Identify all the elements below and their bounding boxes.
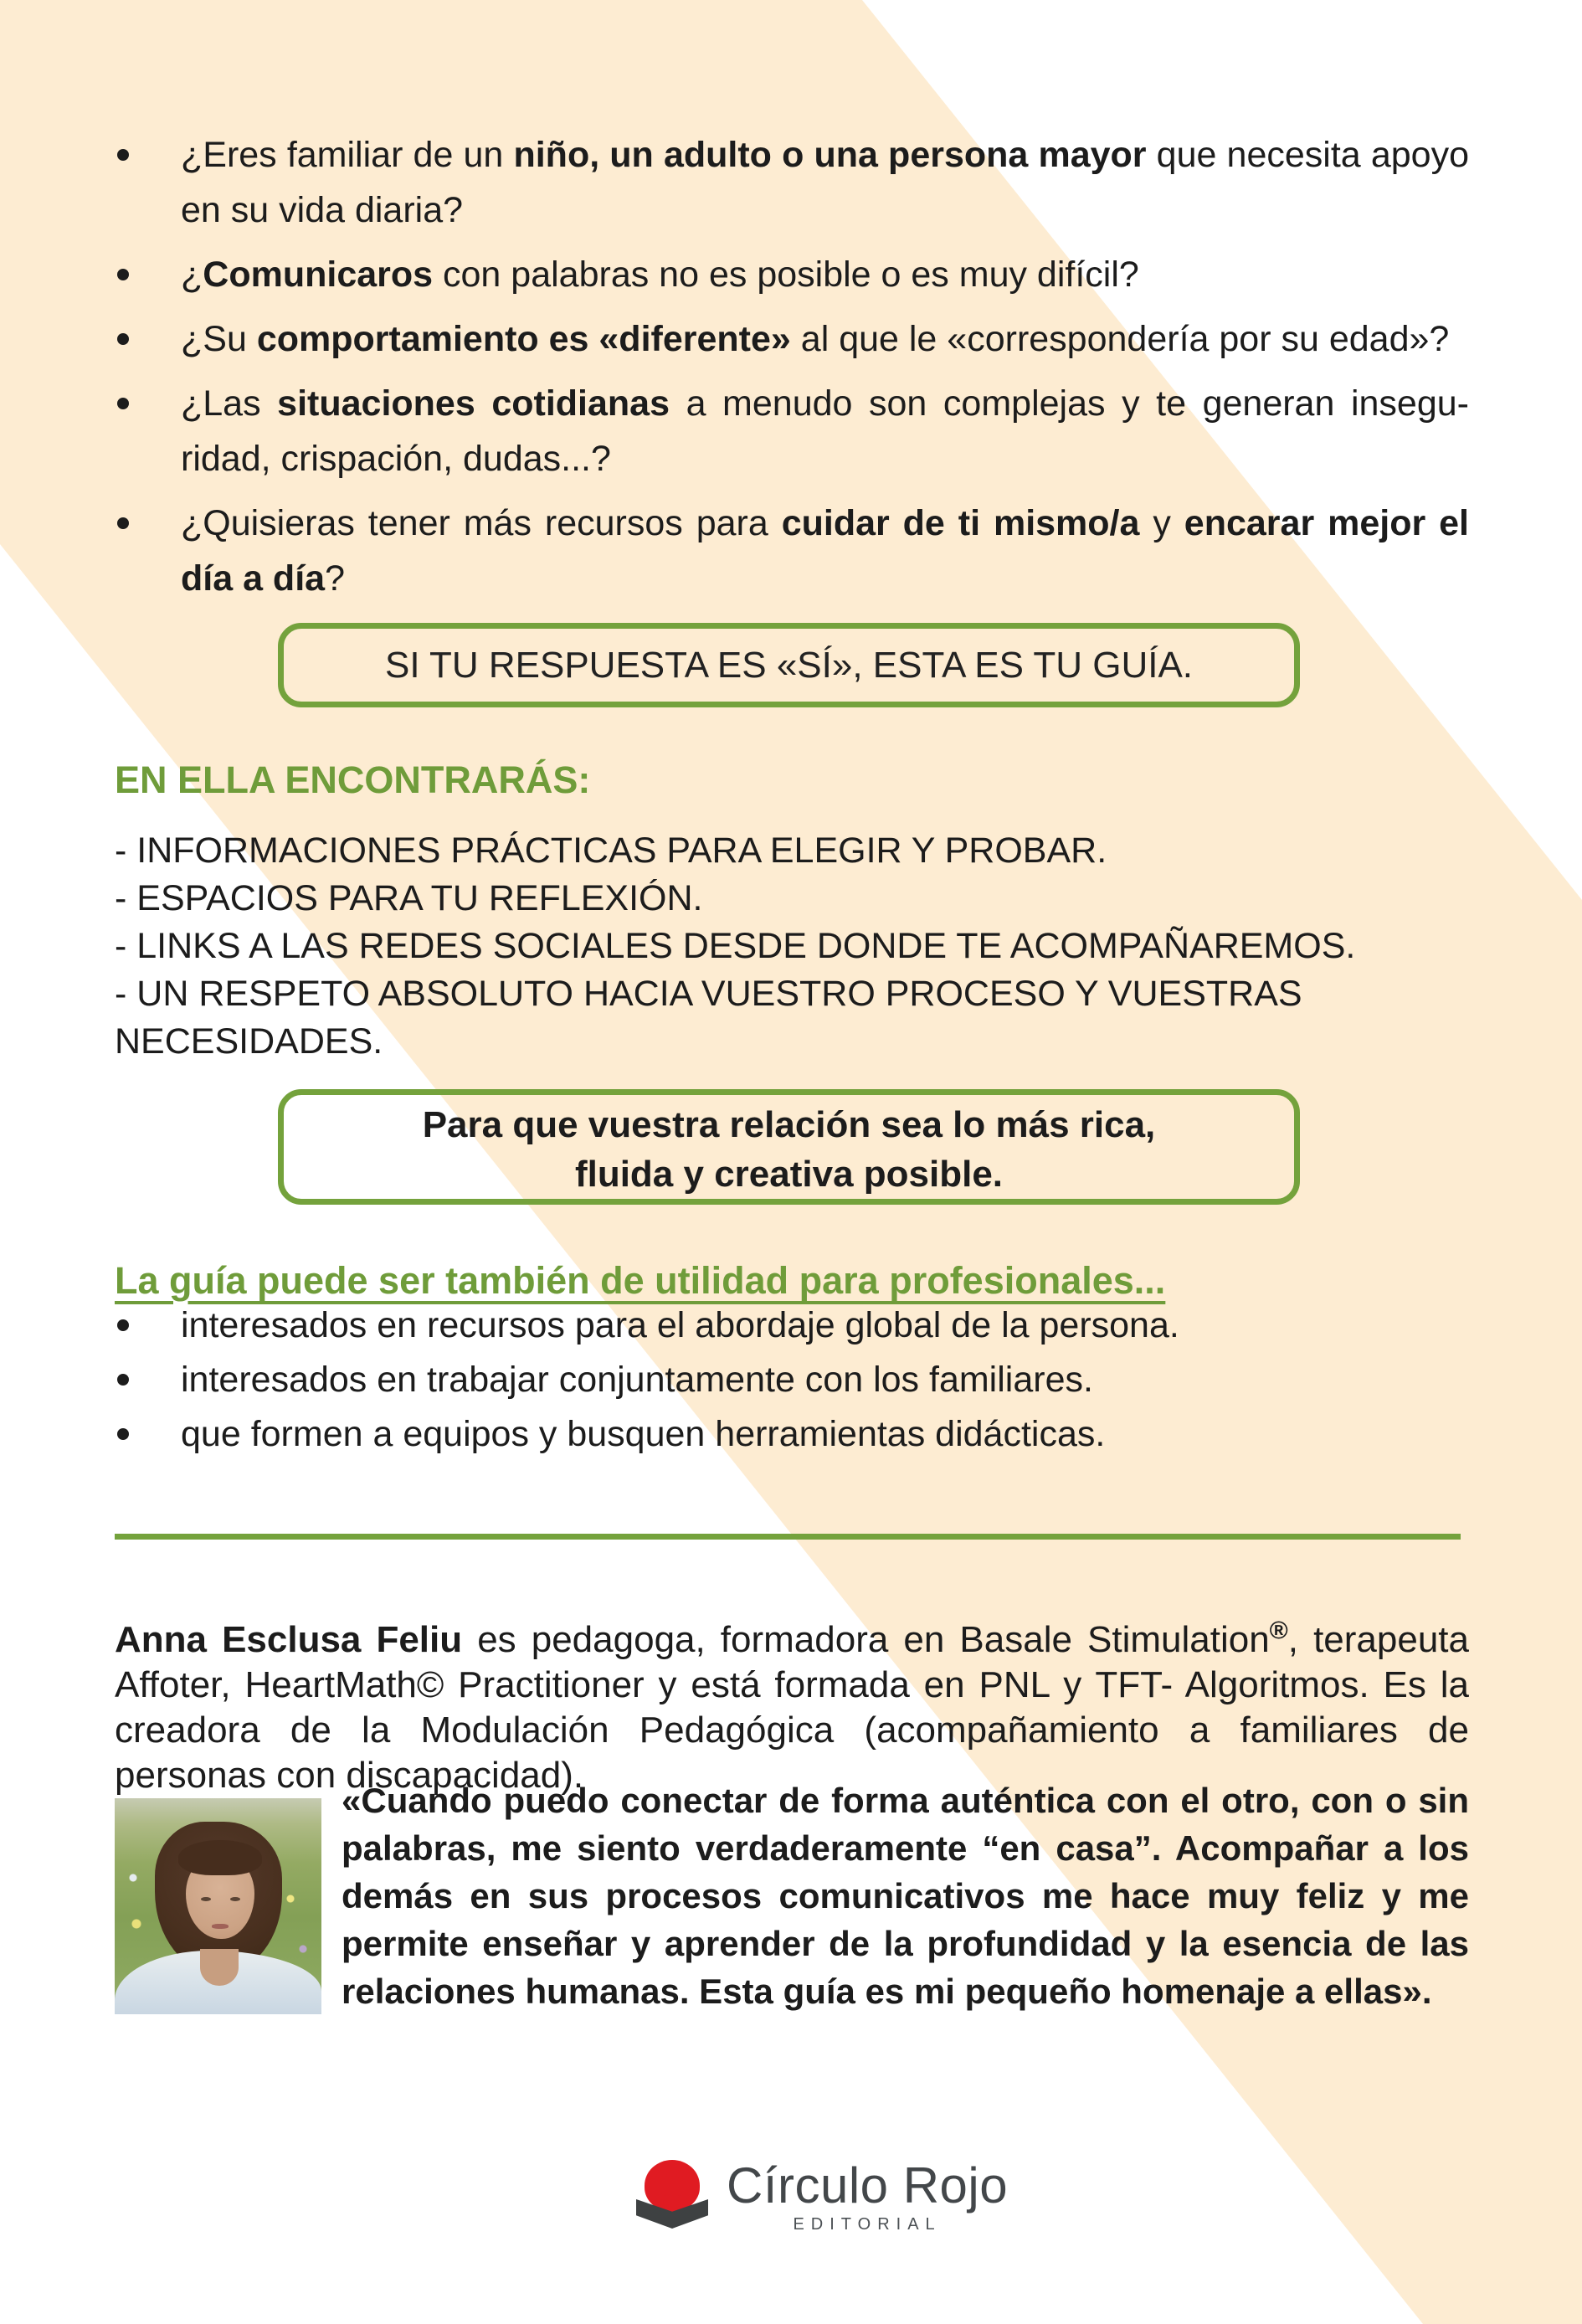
- list-item: - LINKS A LAS REDES SOCIALES DESDE DONDE TE ACOMPAÑAREMOS.: [115, 926, 1356, 966]
- question-text: ¿Su: [181, 319, 257, 359]
- professionals-list: [115, 1298, 1469, 1462]
- question-text: y: [1139, 503, 1184, 543]
- question-text: ¿: [181, 255, 203, 295]
- author-quote: «Cuando puedo conectar de forma auténtica con el otro, con o sin palabras, me siento verdaderamente “en casa”. Acompañar a los demás en sus procesos comunicativos me hace muy feliz y me permite enseñar y aprender de la profundidad y la esencia de las relaciones humanas. Esta guía es mi pequeño homenaje a ellas».: [342, 1781, 1469, 2011]
- professional-item-text: interesados en recursos para el abordaje global de la persona.: [181, 1305, 1179, 1345]
- question-text: con palabras no es posible o es muy difícil?: [433, 255, 1139, 295]
- publisher-tagline: EDITORIAL: [793, 2215, 942, 2234]
- question-text-bold: situaciones cotidianas: [277, 383, 670, 424]
- answer-callout-box: [278, 623, 1300, 707]
- photo-mouth: [212, 1924, 229, 1929]
- bullet-icon: [117, 517, 129, 529]
- list-item: - UN RESPETO ABSOLUTO HACIA VUESTRO PROCESO Y VUESTRAS NECESIDADES.: [115, 974, 1302, 1062]
- list-item: [115, 1298, 1469, 1353]
- intro-question-list: [115, 127, 1469, 615]
- bio-text: es pedagoga, formadora en Basale Stimulation: [462, 1619, 1270, 1660]
- author-photo: [115, 1798, 321, 2014]
- list-item: [115, 1353, 1469, 1407]
- question-text-bold: comportamiento es «diferente»: [256, 319, 791, 359]
- question-text: a menudo son complejas y te generan inseguridad, crispación, dudas...?: [181, 383, 1469, 479]
- circulo-rojo-logo-icon: [636, 2160, 708, 2229]
- bullet-icon: [117, 1374, 129, 1386]
- green-divider-rule: [115, 1534, 1461, 1540]
- list-item: - ESPACIOS PARA TU REFLEXIÓN.: [115, 878, 703, 918]
- list-item: - INFORMACIONES PRÁCTICAS PARA ELEGIR Y PROBAR.: [115, 830, 1107, 871]
- photo-hair-fringe: [178, 1840, 262, 1875]
- question-text: ¿Quisieras tener más recursos para: [181, 503, 782, 543]
- photo-eye: [230, 1897, 240, 1901]
- list-item: [115, 247, 1469, 302]
- author-name: Anna Esclusa Feliu: [115, 1619, 463, 1660]
- bullet-icon: [117, 269, 129, 280]
- find-items-list: [115, 827, 1469, 1066]
- relation-callout-box: [278, 1089, 1300, 1205]
- publisher-name: Círculo Rojo: [727, 2157, 1009, 2213]
- author-bio: [115, 1617, 1469, 1798]
- professional-item-text: interesados en trabajar conjuntamente con los familiares.: [181, 1360, 1093, 1400]
- relation-callout-line2: fluida y creativa posible.: [574, 1154, 1004, 1195]
- bullet-icon: [117, 149, 129, 161]
- question-text-bold: cuidar de ti mismo/a: [781, 503, 1140, 543]
- publisher-logo: [636, 2157, 1009, 2234]
- bullet-icon: [117, 1428, 129, 1440]
- list-item: [115, 311, 1469, 367]
- section-heading-professionals: La guía puede ser también de utilidad para profesionales...: [115, 1259, 1166, 1302]
- registered-trademark-icon: ®: [1269, 1617, 1288, 1645]
- bullet-icon: [117, 1319, 129, 1331]
- section-heading-find: EN ELLA ENCONTRARÁS:: [115, 758, 591, 801]
- question-text: que necesita apoyo en su vida diaria?: [181, 135, 1470, 230]
- question-text-bold: encarar mejor el día a día: [181, 503, 1469, 599]
- relation-callout-line1: Para que vuestra relación sea lo más rica,: [422, 1104, 1156, 1145]
- professional-item-text: que formen a equipos y busquen herramientas didácticas.: [181, 1414, 1106, 1454]
- list-item: [115, 127, 1469, 238]
- bullet-icon: [117, 333, 129, 345]
- list-item: [115, 376, 1469, 486]
- question-text-bold: niño, un adulto o una persona mayor: [513, 135, 1147, 175]
- question-text: ¿Las: [181, 383, 278, 424]
- photo-neckline: [200, 1949, 239, 1986]
- photo-eye: [201, 1897, 211, 1901]
- list-item: [115, 1407, 1469, 1462]
- question-text: al que le «correspondería por su edad»?: [790, 319, 1450, 359]
- answer-callout-text: SI TU RESPUESTA ES «SÍ», ESTA ES TU GUÍA.: [384, 645, 1194, 686]
- question-text: ?: [325, 558, 345, 599]
- question-text: ¿Eres familiar de un: [181, 135, 514, 175]
- bio-text: , terapeuta Affoter, HeartMath© Practitioner y está formada en PNL y TFT- Algoritmos. Es la creadora de la Modulación Pedagógica (acompañamiento a familiares de personas con discapacidad).: [115, 1619, 1469, 1796]
- list-item: [115, 496, 1469, 606]
- bullet-icon: [117, 398, 129, 409]
- question-text-bold: Comunicaros: [203, 255, 434, 295]
- publisher-text-block: [727, 2157, 1009, 2234]
